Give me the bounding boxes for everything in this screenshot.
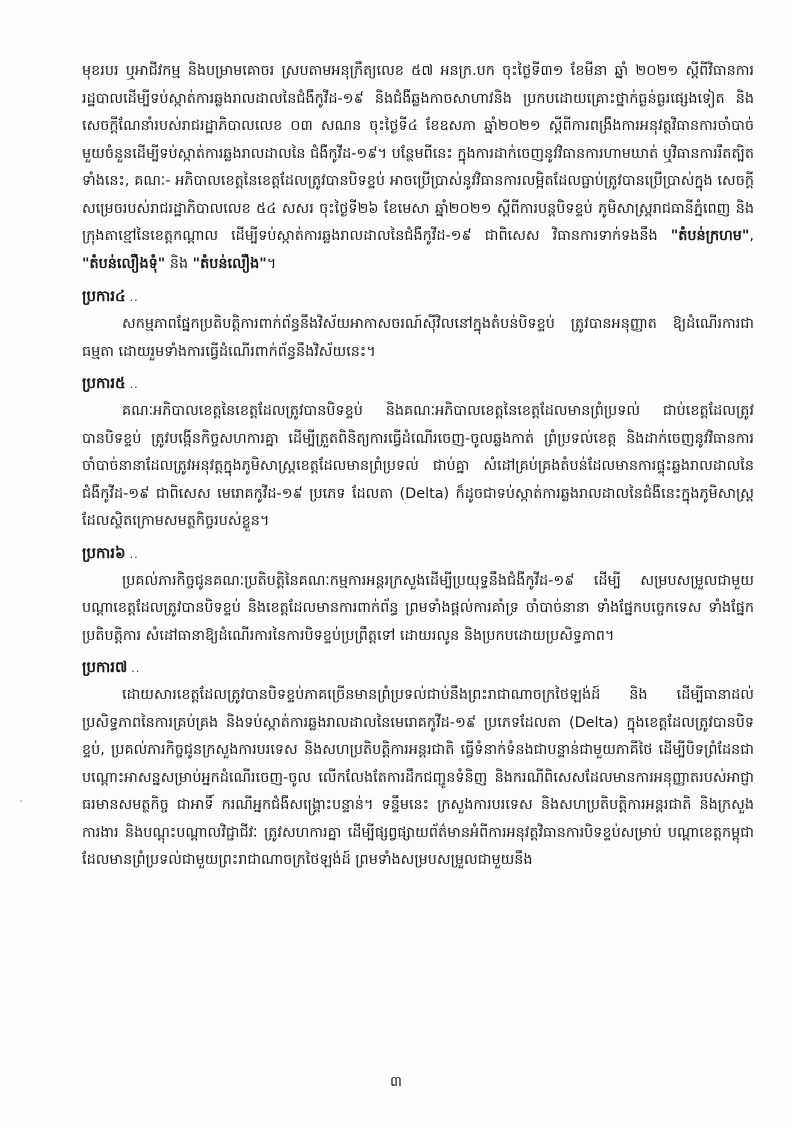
- article-6-dots: ..: [129, 547, 139, 561]
- article-6-heading: [82, 540, 754, 568]
- intro-paragraph: [82, 58, 754, 278]
- article-4-dots: ..: [129, 291, 139, 304]
- article-4-body: សកម្មភាពផ្នែកប្រតិបត្តិការពាក់ព័ន្ធនឹងវិស័យអាកាសចរណ៍ស៊ីវិលនៅក្នុងតំបន់បិទខ្ទប់ ត្រូវបានអនុញ្ញាត ឱ្យដំណើរការជាធម្មតា ដោយរួមទាំងការធ្វើដំណើរពាក់ព័ន្ធនឹងវិស័យនេះ។: [82, 316, 754, 360]
- scan-speck: [20, 800, 22, 802]
- zone-yellow-term: "តំបន់លឿង": [192, 255, 267, 272]
- article-7-heading: [82, 654, 754, 682]
- intro-separator-1: ,: [749, 228, 754, 244]
- intro-text: មុខរបរ ឬអាជីវកម្ម និងបម្រាមគោចរ ស្របតាមអនុក្រឹត្យលេខ ៥៧ អនក្រ.បក ចុះថ្ងៃទី៣១ ខែមីនា ឆ្នាំ ២០២១ ស្តីពីវិធានការរដ្ឋបាលដើម្បីទប់ស្កាត់ការឆ្លងរាលដាលនៃជំងឺកូវីដ-១៩ និងជំងឺឆ្លងកាចសាហាវនិង ប្រកបដោយគ្រោះថ្នាក់ធ្ងន់ធ្ងរផ្សេងទៀត និងសេចក្តីណែនាំរបស់រាជរដ្ឋាភិបាលលេខ ០៣ សណន ចុះថ្ងៃទី៤ ខែឧសភា ឆ្នាំ២០២១ ស្តីពីការពង្រឹងការអនុវត្តវិធានការចាំបាច់មួយចំនួនដើម្បីទប់ស្កាត់ការឆ្លងរាលដាលនៃ ជំងឺកូវីដ-១៩។ បន្ថែមពីនេះ ក្នុងការដាក់ចេញនូវវិធានការហាមឃាត់ ឬវិធានការរឹតត្បិតទាំងនេះ, គណៈ- អភិបាលខេត្តនៃខេត្តដែលត្រូវបានបិទខ្ទប់ អាចប្រើប្រាស់នូវវិធានការលម្អិតដែលធ្លាប់ត្រូវបានប្រើប្រាស់ក្នុង សេចក្តីសម្រេចរបស់រាជរដ្ឋាភិបាលលេខ ៥៤ សសរ ចុះថ្ងៃទី២៦ ខែមេសា ឆ្នាំ២០២១ ស្តីពីការបន្តបិទខ្ទប់ ភូមិសាស្ត្ររាជធានីភ្នំពេញ និងក្រុងតាខ្មៅនៃខេត្តកណ្តាល ដើម្បីទប់ស្កាត់ការឆ្លងរាលដាលនៃជំងឺកូវីដ-១៩ ជាពិសេស វិធានការទាក់ទងនឹង: [82, 63, 754, 244]
- document-body: [82, 58, 754, 875]
- zone-orange-term: "តំបន់លឿងទុំ": [82, 255, 166, 272]
- intro-end: ។: [266, 255, 277, 272]
- article-7-title: ប្រការ៧: [82, 658, 128, 676]
- article-7-body: ដោយសារខេត្តដែលត្រូវបានបិទខ្ទប់ភាគច្រើនមានព្រំប្រទល់ជាប់នឹងព្រះរាជាណាចក្រថៃឡង់ដ៍ និង ដើម្បីធានាដល់ប្រសិទ្ធភាពនៃការគ្រប់គ្រង និងទប់ស្កាត់ការឆ្លងរាលដាលនៃមេរោគកូវីដ-១៩ ប្រភេទដែលតា (Delta) ក្នុងខេត្តដែលត្រូវបានបិទខ្ទប់, ប្រគល់ភារកិច្ចជូនក្រសួងការបរទេស និងសហប្រតិបត្តិការអន្តរជាតិ ធ្វើទំនាក់ទំនងជាបន្ទាន់ជាមួយភាគីថៃ ដើម្បីបិទព្រំដែនជាបណ្តោះអាសន្នសម្រាប់អ្នកដំណើរចេញ-ចូល លើកលែងតែការដឹកជញ្ជូនទំនិញ និងករណីពិសេសដែលមានការអនុញ្ញាតរបស់អាជ្ញាធរមានសមត្ថកិច្ច ជាអាទិ៍ ករណីអ្នកជំងឺសង្គ្រោះបន្ទាន់។ ទន្ទឹមនេះ ក្រសួងការបរទេស និងសហប្រតិបត្តិការអន្តរជាតិ និងក្រសួងការងារ និងបណ្តុះបណ្តាលវិជ្ជាជីវៈ ត្រូវសហការគ្នា ដើម្បីផ្សព្វផ្សាយព័ត៌មានអំពីការអនុវត្តវិធានការបិទខ្ទប់សម្រាប់ បណ្តាខេត្តកម្ពុជាដែលមានព្រំប្រទល់ជាមួយព្រះរាជាណាចក្រថៃឡង់ដ៍ ព្រមទាំងសម្របសម្រួលជាមួយនឹង: [82, 687, 754, 868]
- article-6-title: ប្រការ៦: [82, 543, 126, 562]
- intro-separator-2: និង: [165, 255, 193, 272]
- article-5-body: គណៈអភិបាលខេត្តនៃខេត្តដែលត្រូវបានបិទខ្ទប់ និងគណៈអភិបាលខេត្តនៃខេត្តដែលមានព្រំប្រទល់ ជាប់ខេត្តដែលត្រូវបានបិទខ្ទប់ ត្រូវបង្កើនកិច្ចសហការគ្នា ដើម្បីត្រួតពិនិត្យការធ្វើដំណើរចេញ-ចូលឆ្លងកាត់ ព្រំប្រទល់ខេត្ត និងដាក់ចេញនូវវិធានការចាំបាច់នានាដែលត្រូវអនុវត្តក្នុងភូមិសាស្ត្រខេត្តដែលមានព្រំប្រទល់ ជាប់គ្នា សំដៅគ្រប់គ្រងតំបន់ដែលមានការផ្ទុះឆ្លងរាលដាលនៃជំងឺកូវីដ-១៩ ជាពិសេស មេរោគកូវីដ-១៩ ប្រភេទ ដែលតា (Delta) ក៏ដូចជាទប់ស្កាត់ការឆ្លងរាលដាលនៃជំងឺនេះក្នុងភូមិសាស្ត្រដែលស្ថិតក្រោមសមត្ថកិច្ចរបស់ខ្លួន។: [82, 403, 754, 529]
- article-4-heading: [82, 283, 754, 311]
- zone-red-term: "តំបន់ក្រហម": [670, 228, 750, 244]
- article-7-dots: ..: [131, 662, 141, 675]
- page-number: ៣: [390, 1074, 402, 1090]
- article-5-dots: ..: [129, 378, 139, 391]
- article-4-title: ប្រការ៤: [82, 287, 126, 305]
- article-6-body: ប្រគល់ភារកិច្ចជូនគណៈប្រតិបត្តិនៃគណៈកម្មការអន្តរក្រសួងដើម្បីប្រយុទ្ធនឹងជំងឺកូវីដ-១៩ ដើម្បី សម្របសម្រួលជាមួយបណ្តាខេត្តដែលត្រូវបានបិទខ្ទប់ និងខេត្តដែលមានការពាក់ព័ន្ធ ព្រមទាំងផ្តល់ការគាំទ្រ ចាំបាច់នានា ទាំងផ្នែកបច្ចេកទេស ទាំងផ្នែកប្រតិបត្តិការ សំដៅធានាឱ្យដំណើរការនៃការបិទខ្ទប់ប្រព្រឹត្តទៅ ដោយរលូន និងប្រកបដោយប្រសិទ្ធភាព។: [82, 572, 754, 644]
- article-5-heading: [82, 370, 754, 398]
- article-5-title: ប្រការ៥: [82, 374, 126, 392]
